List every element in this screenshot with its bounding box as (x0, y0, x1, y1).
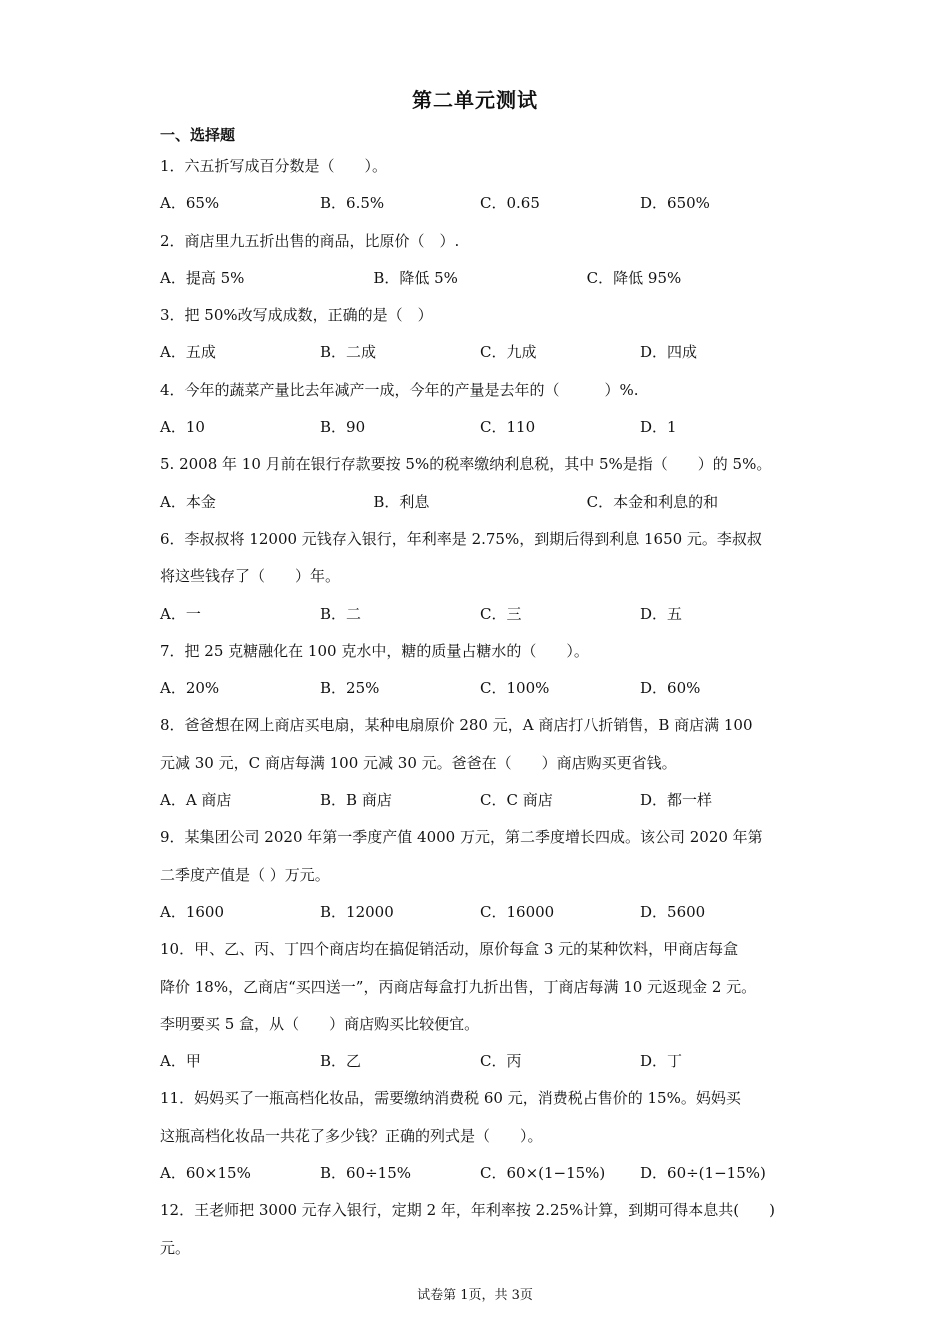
question-text: 降价 18%，乙商店“买四送一”，丙商店每盒打九折出售，丁商店每满 10 元返现金 2 元。 (160, 977, 757, 996)
question-text: 2．商店里九五折出售的商品，比原价（ ）. (160, 231, 460, 250)
answer-option: D．5600 (640, 902, 706, 921)
page-title: 第二单元测试 (412, 88, 538, 112)
answer-option: B．乙 (320, 1052, 362, 1071)
section-heading: 一、选择题 (160, 126, 236, 144)
question-text: 11．妈妈买了一瓶高档化妆品，需要缴纳消费税 60 元，消费税占售价的 15%。妈妈买 (160, 1089, 741, 1108)
answer-option: A．10 (160, 418, 205, 437)
answer-option: D．650% (640, 194, 710, 213)
answer-option: A．60×15% (160, 1164, 251, 1183)
question-text: 7．把 25 克糖融化在 100 克水中，糖的质量占糖水的（ ）。 (160, 641, 589, 660)
answer-option: A．20% (160, 679, 220, 698)
answer-option: C．丙 (480, 1052, 522, 1071)
question-item (160, 372, 800, 447)
answer-option: A．甲 (160, 1052, 201, 1071)
option-row (160, 596, 800, 633)
question-text: 10．甲、乙、丙、丁四个商店均在搞促销活动，原价每盒 3 元的某种饮料，甲商店每盒 (160, 940, 739, 959)
answer-option: D．60÷(1−15%) (640, 1164, 766, 1183)
answer-option: C．100% (480, 679, 550, 698)
question-text: 将这些钱存了（ ）年。 (160, 567, 341, 586)
question-list (160, 148, 800, 1267)
option-row (160, 185, 800, 222)
answer-option: C．0.65 (480, 194, 540, 213)
answer-option: B．二成 (320, 343, 377, 362)
option-row (160, 409, 800, 446)
answer-option: D．都一样 (640, 791, 713, 810)
option-row (160, 484, 800, 521)
option-row (160, 334, 800, 371)
question-text: 这瓶高档化妆品一共花了多少钱？正确的列式是（ ）。 (160, 1126, 543, 1145)
question-item (160, 931, 800, 1080)
answer-option: C．110 (480, 418, 536, 437)
question-item (160, 148, 800, 223)
answer-option: B．降低 5% (373, 268, 458, 287)
answer-option: C．16000 (480, 902, 555, 921)
question-text: 12．王老师把 3000 元存入银行，定期 2 年，年利率按 2.25%计算，到期可得本息共( ) (160, 1201, 776, 1220)
answer-option: A．1600 (160, 902, 225, 921)
option-row (160, 894, 800, 931)
question-text: 元。 (160, 1238, 191, 1257)
answer-option: A．A 商店 (160, 791, 232, 810)
answer-option: D．60% (640, 679, 701, 698)
question-item (160, 707, 800, 819)
answer-option: B．12000 (320, 902, 394, 921)
question-text: 1．六五折写成百分数是（ ）。 (160, 157, 388, 175)
answer-option: C．降低 95% (586, 268, 682, 287)
answer-option: A．65% (160, 194, 220, 213)
page-footer: 试卷第 1页，共 3页 (417, 1288, 533, 1303)
question-text: 李明要买 5 盒，从（ ）商店购买比较便宜。 (160, 1014, 480, 1033)
question-text: 9．某集团公司 2020 年第一季度产值 4000 万元，第二季度增长四成。该公司 2020 年第 (160, 828, 763, 847)
question-text: 5. 2008 年 10 月前在银行存款要按 5%的税率缴纳利息税，其中 5%是指（ ）的 5%。 (160, 455, 772, 474)
answer-option: A．提高 5% (160, 268, 245, 287)
answer-option: B．90 (320, 418, 366, 437)
answer-option: C．60×(1−15%) (480, 1164, 606, 1183)
option-row (160, 260, 800, 297)
answer-option: A．本金 (160, 492, 216, 511)
answer-option: B．6.5% (320, 194, 385, 213)
answer-option: B．二 (320, 604, 362, 623)
option-row (160, 670, 800, 707)
question-text: 6．李叔叔将 12000 元钱存入银行，年利率是 2.75%，到期后得到利息 1650 元。李叔叔 (160, 529, 762, 548)
question-item (160, 297, 800, 372)
question-item (160, 1192, 800, 1267)
answer-option: B．利息 (373, 492, 430, 511)
answer-option: C．本金和利息的和 (586, 492, 719, 511)
question-text: 元减 30 元，C 商店每满 100 元减 30 元。爸爸在（ ）商店购买更省钱。 (160, 753, 677, 772)
answer-option: D．丁 (640, 1052, 683, 1071)
answer-option: C．C 商店 (480, 791, 553, 810)
option-row (160, 782, 800, 819)
answer-option: D．1 (640, 418, 677, 437)
answer-option: A．五成 (160, 343, 216, 362)
answer-option: C．九成 (480, 343, 537, 362)
question-text: 3．把 50%改写成成数，正确的是（ ） (160, 306, 433, 325)
question-item (160, 446, 800, 521)
answer-option: B．B 商店 (320, 791, 392, 810)
answer-option: B．60÷15% (320, 1164, 412, 1183)
answer-option: C．三 (480, 604, 522, 623)
question-item (160, 819, 800, 931)
answer-option: B．25% (320, 679, 380, 698)
answer-option: A．一 (160, 604, 201, 623)
answer-option: D．五 (640, 604, 683, 623)
answer-option: D．四成 (640, 343, 698, 362)
question-item (160, 633, 800, 708)
question-item (160, 521, 800, 633)
question-item (160, 1080, 800, 1192)
option-row (160, 1043, 800, 1080)
question-text: 二季度产值是（ ）万元。 (160, 865, 330, 884)
question-text: 4．今年的蔬菜产量比去年减产一成，今年的产量是去年的（ ）%. (160, 380, 639, 399)
question-item (160, 223, 800, 298)
question-text: 8．爸爸想在网上商店买电扇，某种电扇原价 280 元，A 商店打八折销售，B 商店满 100 (160, 716, 753, 735)
option-row (160, 1155, 800, 1192)
